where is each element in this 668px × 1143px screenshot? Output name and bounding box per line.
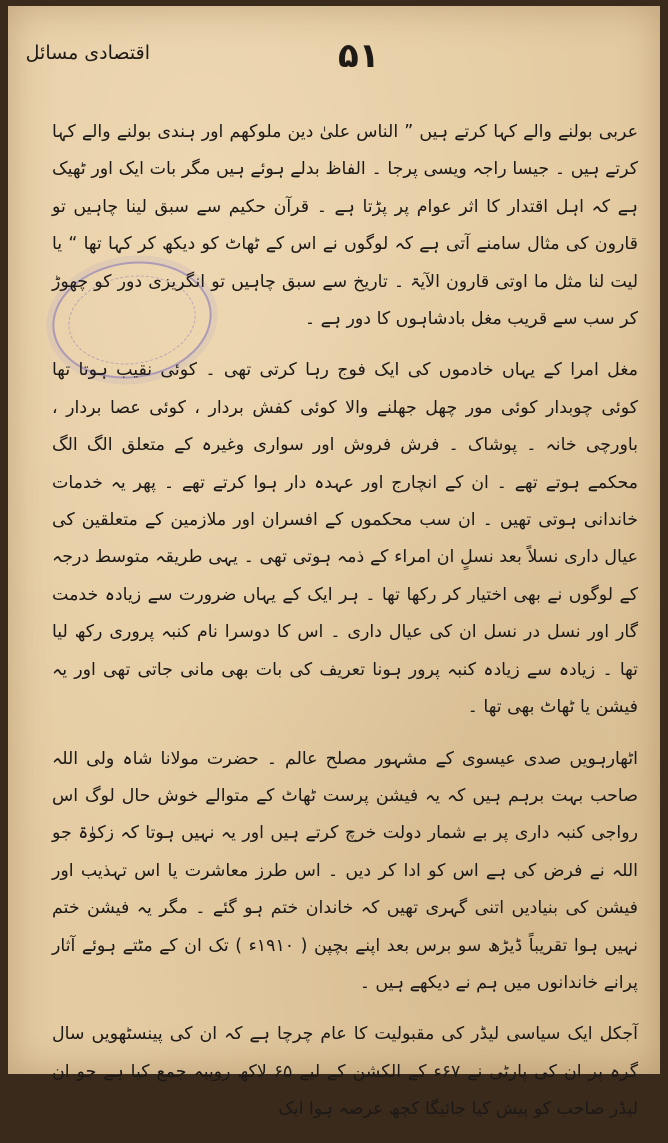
paragraph-3: اٹھارہویں صدی عیسوی کے مشہور مصلح عالم ۔ حضرت مولانا شاہ ولی اللہ صاحب بہت برہم ہیں کہ یہ فیشن پرست ٹھاٹ کے متوالے خوش حال لوگ اس رواجی کنبہ داری پر بے شمار دولت خرچ کرتے ہیں اور یہ نہیں ہوتا کہ زکوٰۃ جو اللہ نے فرض کی ہے اس کو ادا کر دیں ۔ اس طرز معاشرت یا اس تہذیب اور فیشن کی بنیادیں اتنی گہری تھیں کہ خاندان ختم ہو گئے ۔ مگر یہ فیشن ختم نہیں ہوا تقریباً ڈیڑھ سو برس بعد اپنے بچپن ( ۱۹۱۰ء ) تک ان کے مٹتے ہوئے آثار پرانے خاندانوں میں ہم نے دیکھے ہیں ۔ (52, 748, 638, 993)
page-body (52, 114, 638, 1143)
running-title: اقتصادی مسائل (25, 42, 150, 64)
paragraph-1: عربی بولنے والے کہا کرتے ہیں ” الناس علیٰ دین ملوکھم اور ہندی بولنے والے کہا کرتے ہیں ۔ جیسا راجہ ویسی پرجا ۔ الفاظ بدلے ہوئے ہیں مگر بات ایک اور ٹھیک ہے کہ اہل اقتدار کا اثر عوام پر پڑتا ہے ۔ قرآن حکیم سے سبق لینا چاہیں تو قارون کی مثال سامنے آتی ہے کہ لوگوں نے اس کے ٹھاٹ کو دیکھ کر کہا تھا “ یا لیت لنا مثل ما اوتی قارون الآیۃ ۔ تاریخ سے سبق چاہیں تو انگریزی دور کو چھوڑ کر سب سے قریب مغل بادشاہوں کا دور ہے ۔ (52, 122, 638, 330)
paragraph-4: آجکل ایک سیاسی لیڈر کی مقبولیت کا عام چرچا ہے کہ ان کی پینسٹھویں سال گرہ پر ان کی پارٹی نے ۶۷ء کے الکشن کے لیے ۶۵ لاکھ روپیہ جمع کیا ہے جو ان لیڈر صاحب کو پیش کیا جائیگا کچھ عرصہ ہوا ایک (52, 1024, 638, 1120)
page-header (8, 36, 660, 96)
book-page (8, 6, 660, 1120)
page-number: ۵۱ (338, 36, 380, 76)
paragraph-2: مغل امرا کے یہاں خادموں کی ایک فوج رہا کرتی تھی ۔ کوئی نقیب ہوتا تھا کوئی چوبدار کوئی مور چھل جھلنے والا کوئی کفش بردار ، کوئی عصا بردار ، باورچی خانہ ۔ پوشاک ۔ فرش فروش اور سواری وغیرہ کے متعلق الگ الگ محکمے ہوتے تھے ۔ ان کے انچارج اور عہدہ دار ہوا کرتے تھے ۔ پھر یہ خدمات خاندانی ہوتی تھیں ۔ ان سب محکموں کے افسران اور ملازمین کے متعلقین کی عیال داری نسلاً بعد نسلٍ ان امراء کے ذمہ ہوتی تھی ۔ یہی طریقہ متوسط درجہ کے لوگوں نے بھی اختیار کر رکھا تھا ۔ ہر ایک کے یہاں ضرورت سے زیادہ خدمت گار اور نسل در نسل ان کی عیال داری ۔ اس کا دوسرا نام کنبہ پروری رکھ لیا تھا ۔ زیادہ سے زیادہ کنبہ پرور ہونا تعریف کی بات بھی مانی جاتی تھی اور یہ فیشن یا ٹھاٹ بھی تھا ۔ (52, 360, 638, 718)
